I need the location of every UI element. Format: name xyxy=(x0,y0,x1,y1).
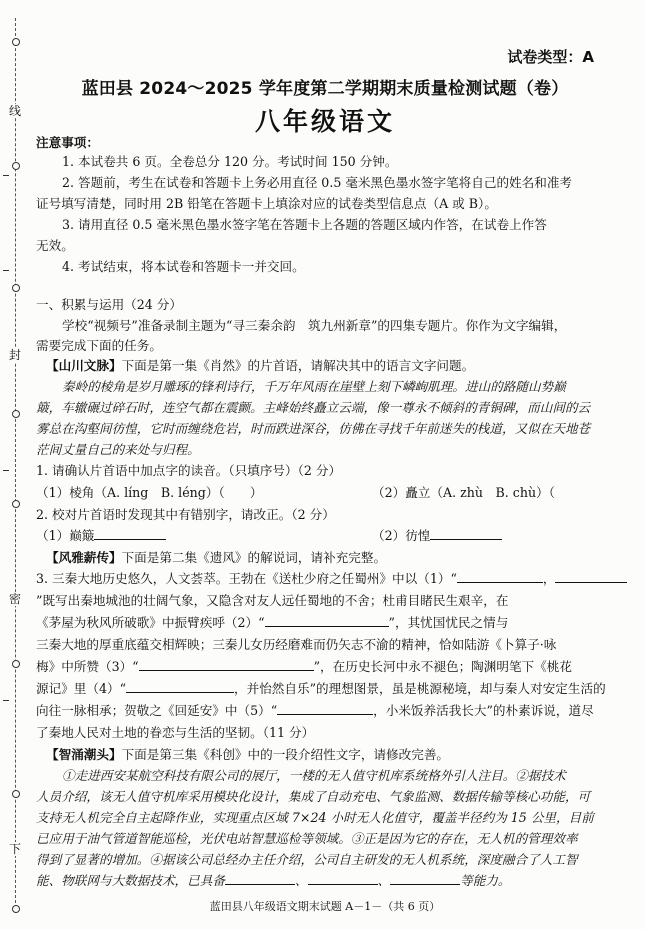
question-3-line xyxy=(36,658,614,676)
answer-blank[interactable] xyxy=(308,872,378,885)
question-2-item-b-label: （2）彷惶 xyxy=(372,528,431,543)
question-3-text: 梅》中所赞（3）“ xyxy=(36,659,139,674)
passage3-line: 人员介绍，该无人值守机库采用模块化设计，集成了自动充电、气象监测、数据传输等核心功能，可 xyxy=(36,789,591,804)
exam-subject-title: 八年级语文 xyxy=(254,107,395,136)
passage1-line: 雾总在沟壑间彷惶，它时而缠绕危岩，时而跌进深谷，仿佛在寻找千年前迷失的栈道，又似在天地苍 xyxy=(36,421,591,436)
passage3-line: 支持无人机完全自主起降作业，实现重点区域 7×24 小时无人化值守，覆盖半径约为 15 公里，目前 xyxy=(36,810,594,825)
binding-hole xyxy=(12,660,20,668)
question-3-line xyxy=(36,702,614,720)
question-1-item-b: （2）矗立（A. zhù B. chù）（ xyxy=(372,485,555,500)
binding-hole xyxy=(12,162,20,170)
question-3-text: ，并怡然自乐”的理想图景，虽是桃源秘境，却与秦人对安定生活的 xyxy=(234,681,606,696)
passage3-text: 等能力。 xyxy=(460,873,511,888)
question-3-text: ，小米饭养活我长大”的朴素诉说，道尽 xyxy=(373,703,594,718)
passage3-line: ①走进西安某航空科技有限公司的展厅，一楼的无人值守机库系统格外引人注目。②据技术 xyxy=(62,768,566,783)
note-line: 证号填写清楚，同时用 2B 铅笔在答题卡上填涂对应的试卷类型信息点（A 或 B）。 xyxy=(36,196,497,211)
passage1-line: 秦岭的棱角是岁月雕琢的锋利诗行，千万年风雨在崖壁上刻下嶙峋肌理。进山的路随山势巅 xyxy=(62,379,566,394)
question-2: 2. 校对片首语时发现其中有错别字，请改正。（2 分） xyxy=(36,507,335,522)
margin-tick xyxy=(3,470,9,471)
binding-hole xyxy=(12,500,20,508)
question-2-item-b xyxy=(372,527,612,545)
notes-heading: 注意事项： xyxy=(36,135,99,150)
answer-blank[interactable] xyxy=(390,872,460,885)
answer-blank[interactable] xyxy=(139,658,314,671)
binding-margin xyxy=(0,0,30,929)
binding-hole xyxy=(12,790,20,798)
margin-label-xian: 线 xyxy=(6,104,24,118)
part1-label: 【山川文脉】 xyxy=(46,358,122,373)
binding-hole xyxy=(12,905,20,913)
note-line: 1. 本试卷共 6 页。全卷总分 120 分。考试时间 150 分钟。 xyxy=(62,154,398,169)
section-intro: 学校“视频号”准备录制主题为“寻三秦余韵 筑九州新章”的四集专题片。你作为文字编辑， xyxy=(62,318,567,333)
margin-label-feng: 封 xyxy=(6,348,24,362)
answer-blank[interactable] xyxy=(126,680,234,693)
question-3-text: ”，在历史长河中永不褪色；陶渊明笔下《桃花 xyxy=(313,659,572,674)
answer-blank[interactable] xyxy=(277,702,373,715)
answer-blank[interactable] xyxy=(457,570,543,583)
part3-label: 【智涌潮头】 xyxy=(46,747,122,762)
part3-instruction: 下面是第三集《科创》中的一段介绍性文字，请修改完善。 xyxy=(121,747,449,762)
part1-instruction: 下面是第一集《肖然》的片首语，请解决其中的语言文字问题。 xyxy=(121,358,475,373)
question-3-line: 了秦地人民对土地的眷恋与生活的坚韧。（11 分） xyxy=(36,725,315,740)
margin-tick xyxy=(3,700,9,701)
part2-line xyxy=(46,549,624,567)
answer-blank[interactable] xyxy=(555,570,627,583)
note-line: 无效。 xyxy=(36,238,74,253)
answer-blank[interactable] xyxy=(94,527,166,540)
binding-hole xyxy=(12,38,20,46)
note-line: 3. 请用直径 0.5 毫米黑色墨水签字笔在答题卡上各题的答题区域内作答，在试卷上作答 xyxy=(62,217,547,232)
passage3-line: 得到了显著的增加。④据该公司总经办主任介绍，公司自主研发的无人机系统，深度融合了人工智 xyxy=(36,852,578,867)
passage3-line: 已应用于油气管道智能巡检，光伏电站智慧巡检等领域。③正是因为它的存在，无人机的管理效率 xyxy=(36,831,578,846)
section-title: 一、积累与运用（24 分） xyxy=(36,297,182,312)
question-3-text: 源记》里（4）“ xyxy=(36,681,127,696)
passage3-text: 能、物联网与大数据技术，已具备 xyxy=(36,873,225,888)
question-3-line xyxy=(36,680,614,698)
question-3-line: ”既写出秦地城池的壮阔气象，又隐含对友人远任蜀地的不舍；杜甫目睹民生艰辛，在 xyxy=(36,593,509,608)
passage3-line: 能、物联网与大数据技术，已具备 、 、 等能力。 xyxy=(36,873,511,888)
part2-instruction: 下面是第二集《遗风》的解说词，请补充完整。 xyxy=(121,550,387,565)
binding-hole xyxy=(12,284,20,292)
question-3-line: 三秦大地的厚重底蕴交相辉映；三秦儿女历经磨难而仍矢志不渝的精神，恰如陆游《卜算子·咏 xyxy=(36,637,557,652)
answer-blank[interactable] xyxy=(430,527,502,540)
margin-tick xyxy=(3,175,9,176)
question-3-text: 《茅屋为秋风所破歌》中振臂疾呼（2）“ xyxy=(36,615,265,630)
section-intro: 需要完成下面的任务。 xyxy=(36,338,162,353)
question-3-text: 3. 三秦大地历史悠久，人文荟萃。王勃在《送杜少府之任蜀州》中以（1）“ xyxy=(36,571,457,586)
answer-blank[interactable] xyxy=(225,872,295,885)
binding-hole xyxy=(12,410,20,418)
paper-type-label: 试卷类型：A xyxy=(507,48,594,66)
note-line: 2. 答题前，考生在试卷和答题卡上务必用直径 0.5 毫米黑色墨水签字笔将自己的姓名和准考 xyxy=(62,175,573,190)
question-3-line xyxy=(36,614,614,632)
question-1: 1. 请确认片首语中加点字的读音。（只填序号）（2 分） xyxy=(36,463,342,478)
question-2-item-a-label: （1）巅簸 xyxy=(36,528,95,543)
question-3-text: 向往一脉相承；贺敬之《回延安》中（5）“ xyxy=(36,703,278,718)
part2-label: 【风雅薪传】 xyxy=(46,550,122,565)
question-1-item-a: （1）棱角（A. líng B. léng）（ ） xyxy=(36,485,263,500)
exam-title: 蓝田县 2024～2025 学年度第二学期期末质量检测试题（卷） xyxy=(81,79,569,99)
margin-label-mi: 密 xyxy=(6,592,24,606)
passage1-line: 簸，车辙碾过碎石时，连空气都在震颤。主峰始终矗立云端，像一尊永不倾斜的青铜碑，而山间的云 xyxy=(36,400,591,415)
cut-line xyxy=(15,18,16,913)
part3-line xyxy=(46,746,624,764)
part1-line xyxy=(46,357,624,375)
margin-tick xyxy=(3,270,9,271)
page-footer: 蓝田县八年级语文期末试题 A－1－（共 6 页） xyxy=(209,900,441,913)
answer-blank[interactable] xyxy=(265,614,389,627)
note-line: 4. 考试结束，将本试卷和答题卡一并交回。 xyxy=(62,259,305,274)
question-2-item-a xyxy=(36,527,336,545)
passage1-line: 茫间丈量自己的来处与归程。 xyxy=(36,442,200,457)
margin-label-xia: 下 xyxy=(6,842,24,856)
question-3-text: ”，其忧国忧民之情与 xyxy=(388,615,509,630)
question-3-line: 3. 三秦大地历史悠久，人文荟萃。王勃在《送杜少府之任蜀州》中以（1）“ ， xyxy=(36,570,614,588)
